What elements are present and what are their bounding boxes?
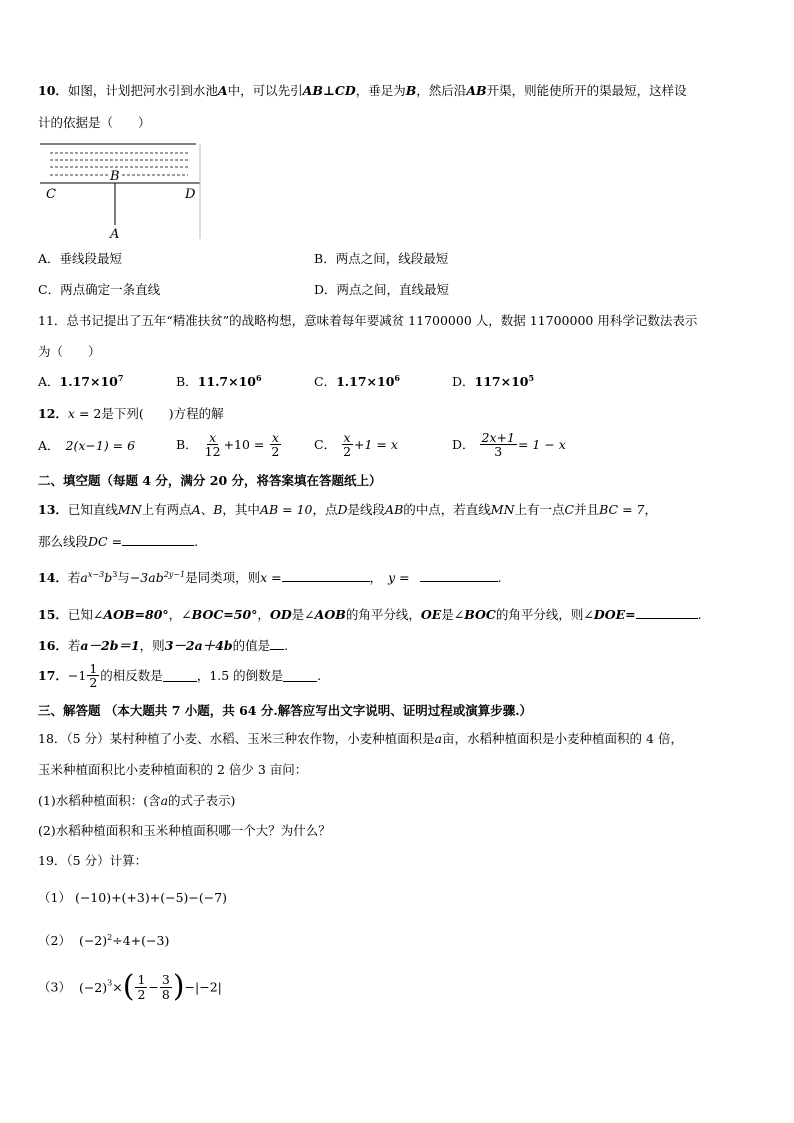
point-a-label: A [110,227,120,241]
q19-part1: （1） (−10)+(+3)+(−5)−(−7) [38,890,228,905]
q11-line1: 11．总书记提出了五年“精准扶贫”的战略构想，意味着每年要减贫 11700000 人，数据 11700000 用科学记数法表示 [38,313,698,328]
q12-line: 12．x = 2是下列( )方程的解 [38,406,224,421]
answer-blank-x[interactable] [282,569,370,582]
answer-blank-y[interactable] [420,569,498,582]
fraction: $\frac{1}{2}$ [137,972,146,1002]
answer-blank[interactable] [636,606,698,619]
section-3-heading: 三、解答题 （本大题共 7 小题，共 64 分.解答应写出文字说明、证明过程或演算步骤.） [38,703,533,718]
q14-line: 14．若$a^{x-3}b^3$与$-3ab^{2y-1}$是同类项，则x = ， y = . [38,569,502,585]
q19-part2: （2） $(-2)^2\div 4+(-3)$ [38,933,170,949]
fraction: $\frac{2x+1}{3}$ [481,430,515,460]
q10-line2: 计的依据是（ ） [38,115,151,130]
q11-option-a: A．$1.17\times 10^7$ [38,373,124,390]
q13-line2: 那么线段DC = . [38,534,199,549]
section-2-heading: 二、填空题（每题 4 分，满分 20 分，将答案填在答题纸上） [38,473,382,488]
fraction: $\frac{x}{2}$ [343,430,352,460]
q17-line: 17．−1 $\frac{1}{2}$ 的相反数是 ，1.5 的倒数是 . [38,661,322,691]
answer-blank[interactable] [283,669,317,682]
q10-option-d: D．两点之间，直线最短 [314,282,450,297]
q18-line2: 玉米种植面积比小麦种植面积的 2 倍少 3 亩问： [38,762,308,777]
q13-line1: 13．已知直线MN上有两点A、B，其中AB = 10，点D是线段AB的中点，若直线MN上有一点C并且BC = 7， [38,502,658,517]
q18-part1: (1)水稻种植面积：(含a的式子表示) [38,793,236,808]
answer-blank[interactable] [163,669,197,682]
right-paren: ) [172,969,185,1004]
q12-option-a: A． 2(x−1) = 6 [38,438,136,453]
fraction: $\frac{1}{2}$ [89,661,98,691]
fraction: $\frac{x}{2}$ [271,430,280,460]
q12-option-d: D． $\frac{2x+1}{3}$ = 1 − x [452,430,566,460]
q12-option-b: B． $\frac{x}{12}$ +10 = $\frac{x}{2}$ [176,430,280,460]
answer-blank[interactable] [270,637,284,650]
fraction: $\frac{x}{12}$ [204,430,221,460]
q19-title: 19．（5 分）计算： [38,853,148,868]
q18-part2: (2)水稻种植面积和玉米种植面积哪一个大？为什么？ [38,823,331,838]
q11-option-b: B．$11.7\times 10^6$ [176,373,262,390]
fraction: $\frac{3}{8}$ [161,972,170,1002]
q10-option-c: C．两点确定一条直线 [38,282,161,297]
q11-line2: 为（ ） [38,344,101,359]
q10-option-a: A．垂线段最短 [38,251,123,266]
point-c-label: C [46,187,56,202]
q15-line: 15．已知∠AOB=80°，∠BOC=50°，OD是∠AOB的角平分线，OE是∠BOC的角平分线，则∠DOE= . [38,607,702,622]
q10-line1: 10．如图，计划把河水引到水池A中，可以先引AB⊥CD，垂足为B，然后沿AB开渠，则能使所开的渠最短，这样设 [38,83,687,98]
q12-option-c: C． $\frac{x}{2}$ +1 = x [314,430,398,460]
q11-option-d: D．$117\times 10^5$ [452,373,535,390]
q18-line1: 18．（5 分）某村种植了小麦、水稻、玉米三种农作物，小麦种植面积是a亩，水稻种植面积是小麦种植面积的 4 倍， [38,731,683,746]
river-diagram [38,139,203,241]
point-b-label: B [110,169,120,184]
point-d-label: D [185,187,196,202]
q11-option-c: C．$1.17\times 10^6$ [314,373,400,390]
q16-line: 16．若a－2b＝1，则3－2a＋4b的值是 . [38,638,289,653]
q10-option-b: B．两点之间，线段最短 [314,251,449,266]
q19-part3: （3） $(-2)^3\times$( $\frac{1}{2}$ − $\frac{3}{8}$ )−|−2| [38,969,222,1004]
answer-blank[interactable] [122,533,194,546]
left-paren: ( [122,969,135,1004]
